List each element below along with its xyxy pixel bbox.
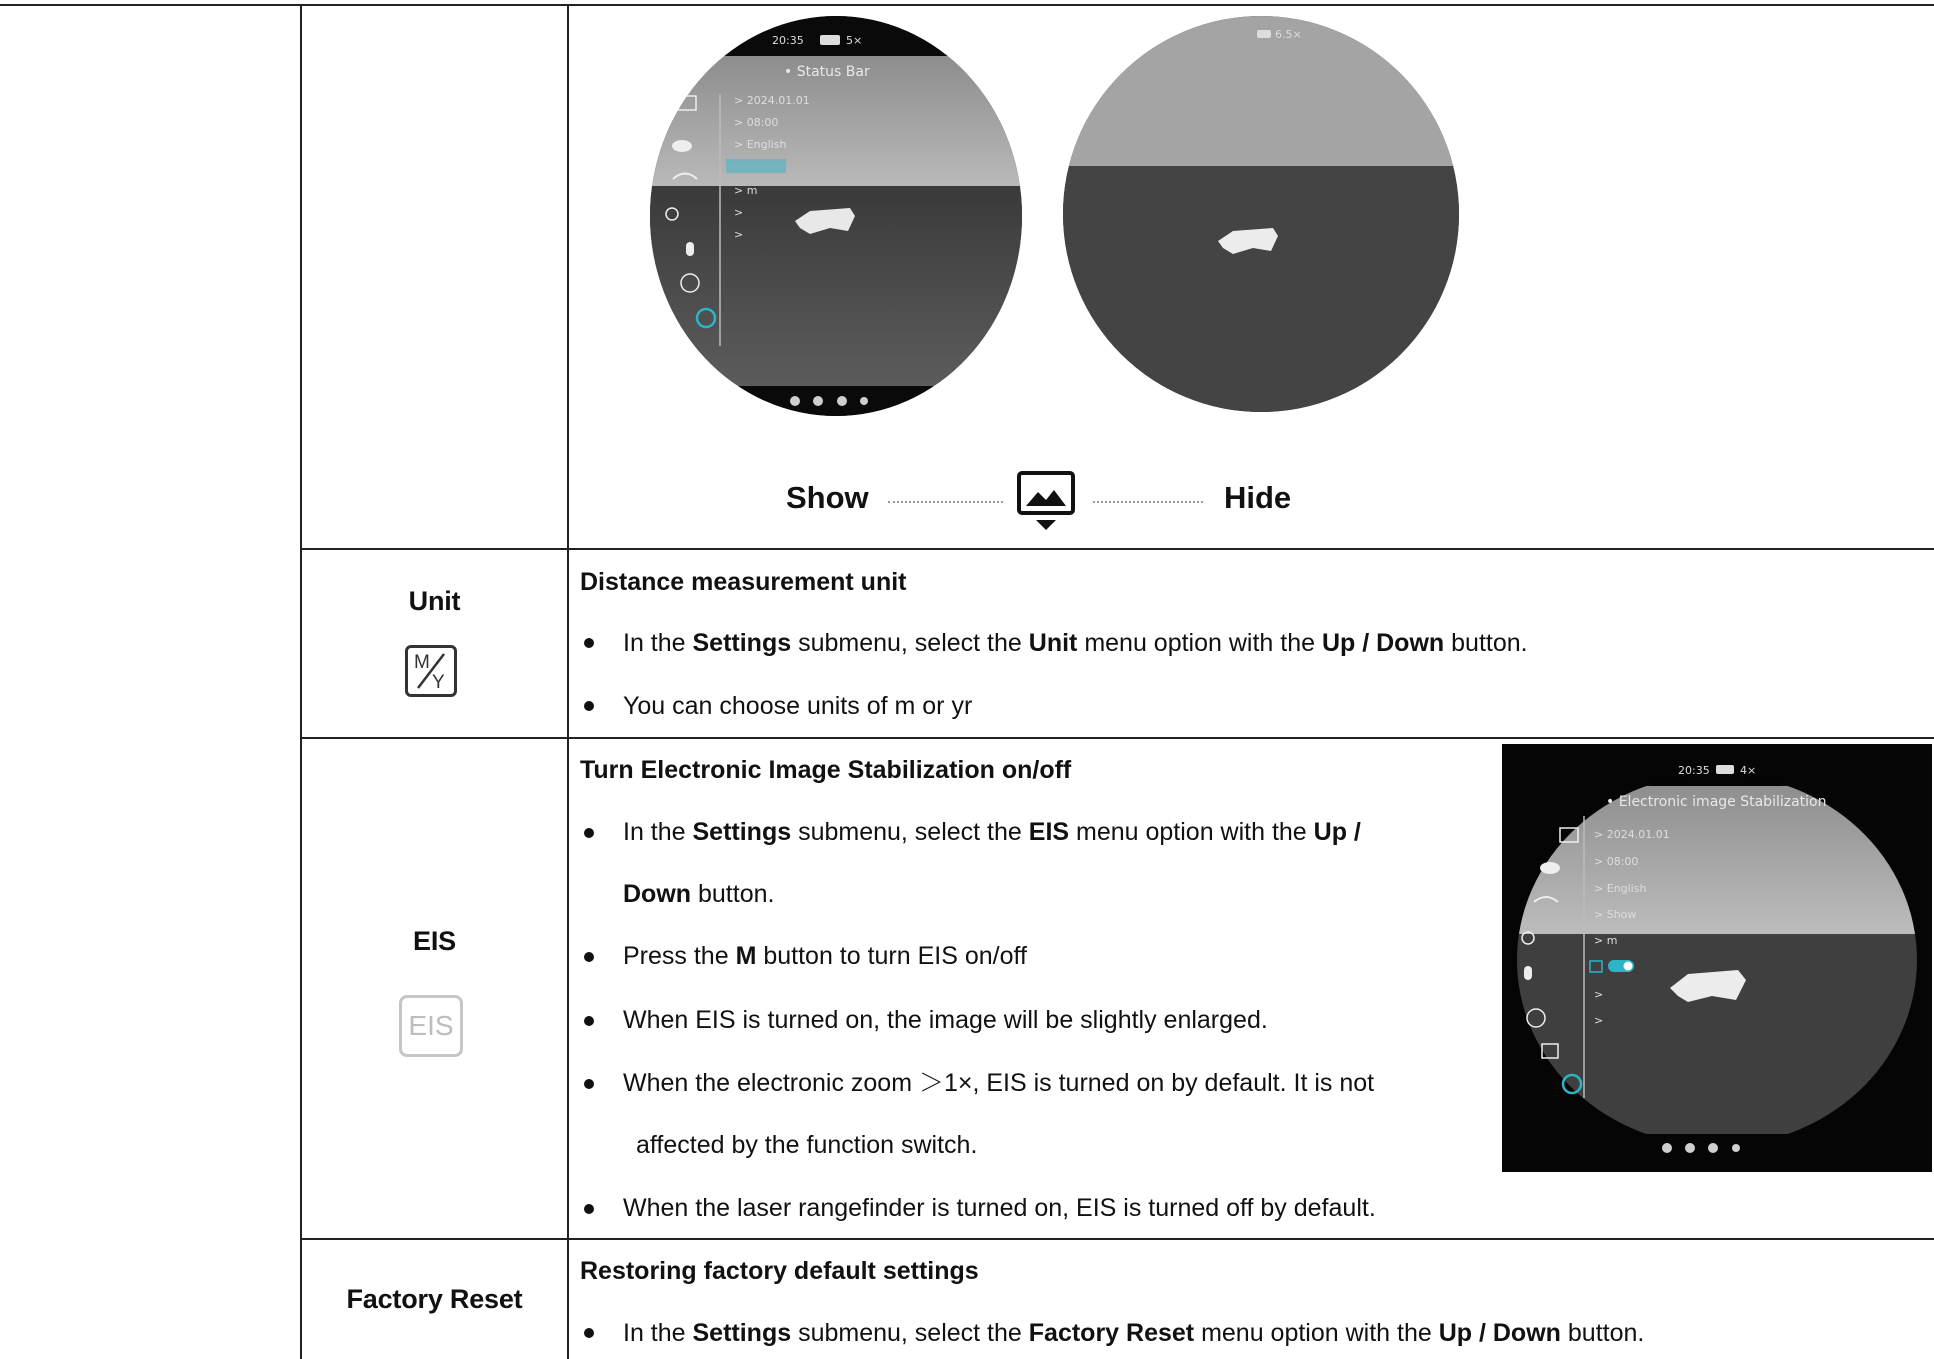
factory-reset-name: Factory Reset (346, 1284, 523, 1314)
status-time: 20:35 (772, 34, 804, 47)
eis-bullet-select-line1: In the Settings submenu, select the EIS menu option with the Up / (623, 818, 1361, 846)
eis-item-statusbar: > Show (1594, 908, 1637, 921)
menu-item-info: > (734, 228, 744, 241)
eis-status-zoom: 4× (1740, 764, 1757, 777)
eis-item-info: > (1594, 1014, 1604, 1027)
table-top-border (0, 4, 1934, 6)
eye-icon (1540, 862, 1560, 874)
unit-heading: Distance measurement unit (580, 568, 907, 596)
eis-bullet-enlarged: When EIS is turned on, the image will be slightly enlarged. (623, 1006, 1268, 1034)
status-bar-toggle-icon (1016, 470, 1076, 532)
eis-status-time: 20:35 (1678, 764, 1710, 777)
bullet-dot (584, 701, 594, 711)
factory-reset-bullet-select: In the Settings submenu, select the Factory Reset menu option with the Up / Down button. (623, 1319, 1645, 1347)
menu-item-language: > English (734, 138, 787, 151)
eis-bullet-laser: When the laser rangefinder is turned on, EIS is turned off by default. (623, 1194, 1376, 1222)
status-zoom: 5× (846, 34, 863, 47)
bullet-dot (584, 638, 594, 648)
microphone-icon (1524, 966, 1532, 980)
battery-icon (1257, 30, 1271, 38)
hide-label: Hide (1224, 480, 1292, 515)
status-zoom-clean: 6.5× (1275, 28, 1302, 41)
microphone-icon (686, 242, 694, 256)
factory-reset-heading: Restoring factory default settings (580, 1257, 979, 1285)
svg-text:M: M (414, 652, 430, 673)
bullet-dot (584, 828, 594, 838)
eis-bullet-press-m: Press the M button to turn EIS on/off (623, 942, 1027, 970)
eis-icon: EIS (399, 995, 463, 1057)
unit-icon (405, 645, 457, 697)
bullet-dot (584, 1079, 594, 1089)
eis-name: EIS (413, 926, 456, 956)
menu-item-time: > 08:00 (734, 116, 779, 129)
eis-item-time: > 08:00 (1594, 855, 1639, 868)
svg-text:Y: Y (432, 672, 445, 693)
row-divider-eis (300, 737, 1934, 739)
dotted-connector-right (1093, 501, 1203, 503)
battery-icon (1716, 765, 1734, 774)
eis-item-unit: > m (1594, 934, 1618, 947)
row-divider-unit (300, 548, 1934, 550)
eis-bullet-select-line2: Down button. (623, 880, 775, 908)
unit-name: Unit (408, 586, 461, 616)
eis-bullet-zoom-line1: When the electronic zoom ＞1×, EIS is turned on by default. It is not (623, 1069, 1375, 1097)
bullet-dot (584, 1016, 594, 1026)
scope-view-with-menu (650, 16, 1022, 416)
eis-item-date: > 2024.01.01 (1594, 828, 1670, 841)
eis-heading: Turn Electronic Image Stabilization on/off (580, 756, 1072, 784)
eis-item-language: > English (1594, 882, 1647, 895)
unit-bullet-choices: You can choose units of m or yr (623, 692, 973, 720)
eis-bullet-zoom-line2: affected by the function switch. (636, 1131, 978, 1159)
bullet-dot (584, 952, 594, 962)
menu-item-reset: > (734, 206, 744, 219)
menu-title: • Status Bar (784, 64, 870, 80)
bullet-dot (584, 1328, 594, 1338)
eis-item-reset: > (1594, 988, 1604, 1001)
bullet-dot (584, 1204, 594, 1214)
menu-item-statusbar-selected (726, 159, 786, 173)
table-left-border (300, 4, 302, 1359)
eis-menu-title: • Electronic image Stabilization (1606, 794, 1827, 810)
battery-icon (820, 35, 840, 45)
menu-item-unit: > m (734, 184, 758, 197)
unit-bullet-select: In the Settings submenu, select the Unit menu option with the Up / Down button. (623, 629, 1528, 657)
show-label: Show (786, 480, 869, 515)
row-divider-factory-reset (300, 1238, 1934, 1240)
dotted-connector-left (888, 501, 1003, 503)
eye-icon (672, 140, 692, 152)
table-column-divider (567, 4, 569, 1359)
menu-item-date: > 2024.01.01 (734, 94, 810, 107)
eis-screen-image (1502, 744, 1932, 1172)
scope-view-clean (1063, 16, 1459, 412)
